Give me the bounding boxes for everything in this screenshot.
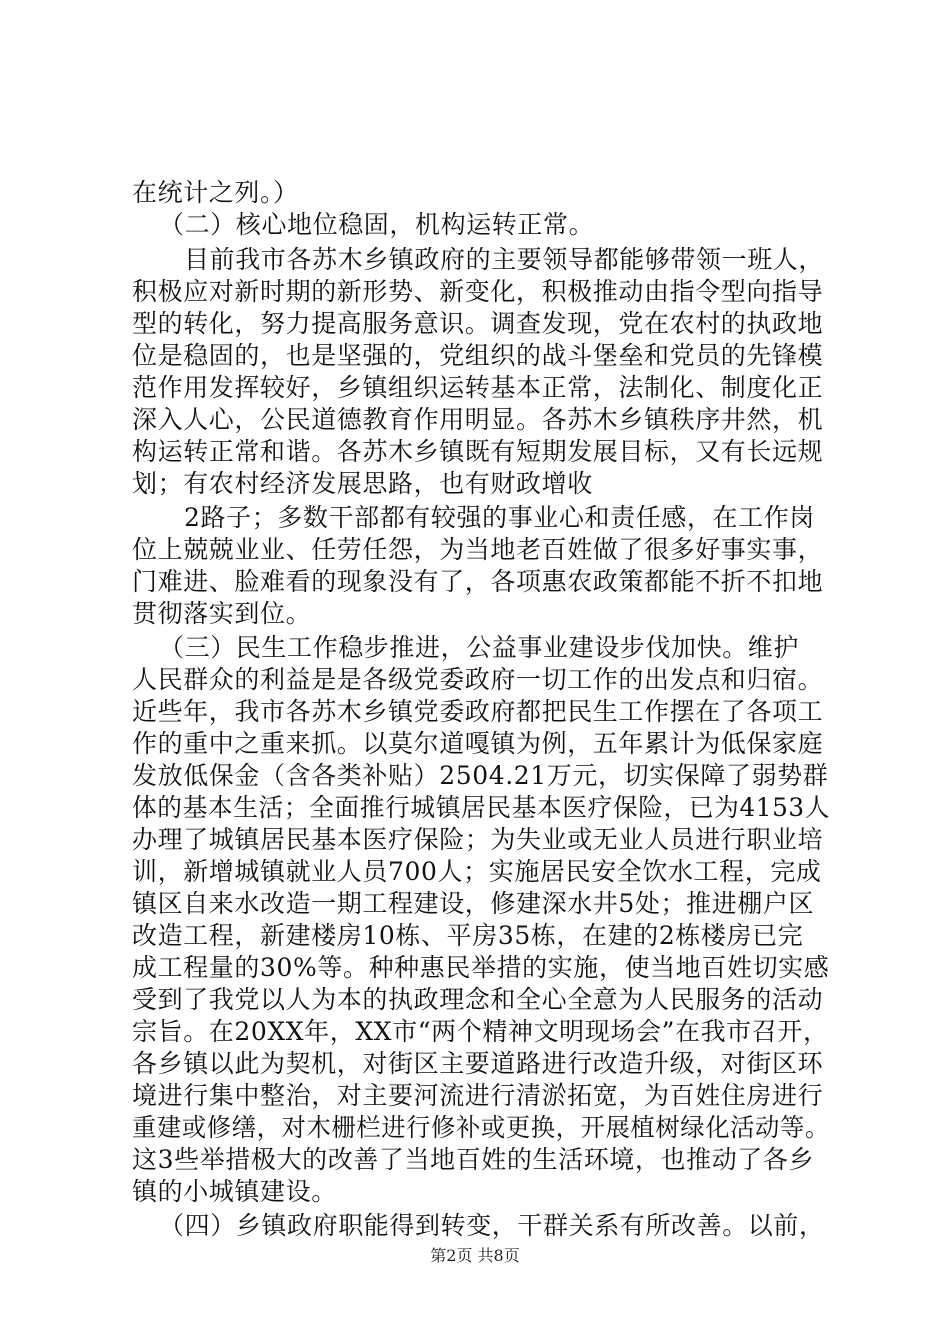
text-line-30: 重建或修缮，对木栅栏进行修补或更换，开展植树绿化活动等。 [132, 1113, 830, 1142]
text-line-16: 人民群众的利益是是各级党委政府一切工作的出发点和归宿。 [132, 665, 824, 694]
text-line-13: 门难进、脸难看的现象没有了，各项惠农政策都能不折不扣地 [132, 567, 824, 596]
text-line-32: 镇的小城镇建设。 [132, 1177, 337, 1206]
text-line-31: 这3些举措极大的改善了当地百姓的生活环境，也推动了各乡 [132, 1145, 815, 1174]
text-line-20: 体的基本生活；全面推行城镇居民基本医疗保险，已为4153人 [132, 793, 831, 822]
section-heading-2: （二）核心地位稳固，机构运转正常。 [159, 210, 595, 239]
text-line-9: 构运转正常和谐。各苏木乡镇既有短期发展目标，又有长远规 [132, 437, 824, 466]
text-line-17: 近些年，我市各苏木乡镇党委政府都把民生工作摆在了各项工 [132, 697, 824, 726]
text-line-8: 深入人心，公民道德教育作用明显。各苏木乡镇秩序井然，机 [132, 405, 824, 434]
text-line-11: 2路子；多数干部都有较强的事业心和责任感，在工作岗 [184, 503, 815, 532]
text-line-24: 改造工程，新建楼房10栋、平房35栋，在建的2栋楼房已完 [132, 921, 804, 950]
text-line-10: 划；有农村经济发展思路，也有财政增收 [132, 469, 593, 498]
text-line-12: 位上兢兢业业、任劳任怨，为当地老百姓做了很多好事实事， [132, 535, 824, 564]
text-line-5: 型的转化，努力提高服务意识。调查发现，党在农村的执政地 [132, 309, 824, 338]
section-heading-4: （四）乡镇政府职能得到转变，干群关系有所改善。以前， [159, 1211, 825, 1240]
text-line-25: 成工程量的30%等。种种惠民举措的实施，使当地百姓切实感 [132, 953, 830, 982]
page-number-footer: 第2页 共8页 [430, 1246, 520, 1265]
text-line-14: 贯彻落实到位。 [132, 599, 312, 628]
section-heading-3: （三）民生工作稳步推进，公益事业建设步伐加快。维护 [159, 633, 800, 662]
text-line-18: 作的重中之重来抓。以莫尔道嘎镇为例，五年累计为低保家庭 [132, 729, 824, 758]
text-line-1: 在统计之列。） [132, 178, 299, 207]
text-line-7: 范作用发挥较好，乡镇组织运转基本正常，法制化、制度化正 [132, 373, 824, 402]
text-line-26: 受到了我党以人为本的执政理念和全心全意为人民服务的活动 [132, 985, 824, 1014]
text-line-28: 各乡镇以此为契机，对街区主要道路进行改造升级，对街区环 [132, 1049, 824, 1078]
text-line-29: 境进行集中整治，对主要河流进行清淤拓宽，为百姓住房进行 [132, 1081, 824, 1110]
text-line-4: 积极应对新时期的新形势、新变化，积极推动由指令型向指导 [132, 277, 824, 306]
text-line-21: 办理了城镇居民基本医疗保险；为失业或无业人员进行职业培 [132, 825, 824, 854]
text-line-27: 宗旨。在20XX年，XX市“两个精神文明现场会”在我市召开， [132, 1017, 829, 1046]
text-line-23: 镇区自来水改造一期工程建设，修建深水井5处；推进棚户区 [132, 889, 815, 918]
text-line-22: 训，新增城镇就业人员700人；实施居民安全饮水工程，完成 [132, 857, 822, 886]
text-line-19: 发放低保金（含各类补贴）2504.21万元，切实保障了弱势群 [132, 761, 829, 790]
text-line-3: 目前我市各苏木乡镇政府的主要领导都能够带领一班人， [184, 245, 825, 274]
text-line-6: 位是稳固的，也是坚强的，党组织的战斗堡垒和党员的先锋模 [132, 341, 824, 370]
